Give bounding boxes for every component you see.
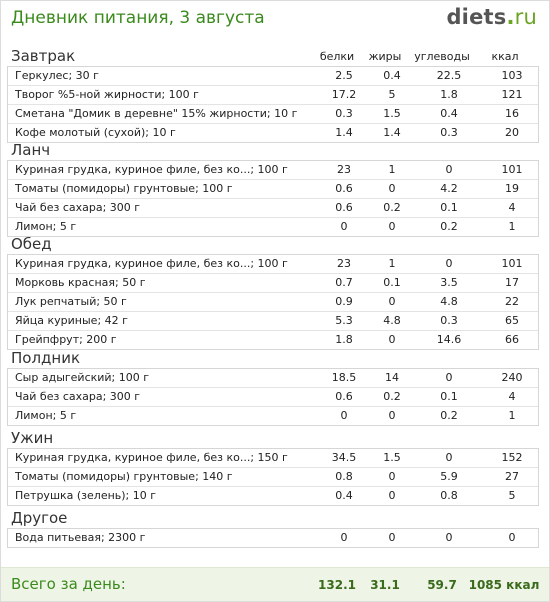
food-row[interactable] [8, 123, 538, 142]
food-name: Вода питьевая; 2300 г [15, 531, 146, 544]
food-row[interactable] [8, 369, 538, 387]
carbs-value: 22.5 [436, 69, 462, 82]
kcal-value: 27 [505, 470, 519, 483]
food-row[interactable] [8, 387, 538, 406]
food-row[interactable] [8, 529, 538, 547]
food-row[interactable] [8, 198, 538, 217]
food-row[interactable] [8, 85, 538, 104]
food-name: Сыр адыгейский; 100 г [15, 371, 150, 384]
protein-value: 34.5 [331, 451, 357, 464]
col-kcal: ккал [491, 50, 519, 63]
food-name: Томаты (помидоры) грунтовые; 100 г [15, 182, 233, 195]
carbs-value: 0 [445, 371, 453, 384]
food-row[interactable] [8, 217, 538, 236]
section-title: Другое [11, 509, 68, 527]
protein-value: 0.4 [335, 489, 353, 502]
section-title: Ужин [11, 429, 54, 447]
fat-value: 4.8 [383, 314, 401, 327]
carbs-value: 0.4 [440, 107, 458, 120]
kcal-value: 1 [508, 220, 516, 233]
protein-value: 0.3 [335, 107, 353, 120]
header [1, 1, 549, 41]
food-name: Геркулес; 30 г [15, 69, 99, 82]
fat-value: 14 [385, 371, 399, 384]
food-name: Кофе молотый (сухой); 10 г [15, 126, 176, 139]
kcal-value: 4 [508, 390, 516, 403]
col-carbs: углеводы [414, 50, 470, 63]
protein-value: 0.6 [335, 182, 353, 195]
fat-value: 0 [388, 295, 396, 308]
kcal-value: 101 [501, 163, 523, 176]
food-row[interactable] [8, 292, 538, 311]
kcal-value: 17 [505, 276, 519, 289]
food-row[interactable] [8, 449, 538, 467]
fat-value: 0.1 [383, 276, 401, 289]
protein-value: 23 [337, 163, 351, 176]
section-title: Полдник [11, 349, 81, 367]
food-row[interactable] [8, 273, 538, 292]
food-row[interactable] [8, 179, 538, 198]
logo-dot: . [506, 5, 515, 29]
total-carbs: 59.7 [427, 578, 457, 592]
fat-value: 5 [388, 88, 396, 101]
food-row[interactable] [8, 161, 538, 179]
food-name: Куриная грудка, куриное филе, без ко...; 100 г [15, 257, 288, 270]
page-title: Дневник питания, 3 августа [11, 8, 265, 28]
section-title: Завтрак [11, 47, 76, 65]
logo-main: diets [446, 5, 507, 29]
food-list [7, 160, 539, 237]
protein-value: 5.3 [335, 314, 353, 327]
fat-value: 0.2 [383, 390, 401, 403]
protein-value: 0.6 [335, 390, 353, 403]
fat-value: 1.4 [383, 126, 401, 139]
carbs-value: 4.8 [440, 295, 458, 308]
carbs-value: 0 [445, 451, 453, 464]
kcal-value: 4 [508, 201, 516, 214]
fat-value: 0 [388, 489, 396, 502]
protein-value: 23 [337, 257, 351, 270]
food-row[interactable] [8, 104, 538, 123]
protein-value: 18.5 [331, 371, 357, 384]
kcal-value: 101 [501, 257, 523, 270]
food-name: Творог %5-ной жирности; 100 г [15, 88, 199, 101]
fat-value: 0.2 [383, 201, 401, 214]
protein-value: 0 [340, 409, 348, 422]
kcal-value: 5 [508, 489, 516, 502]
protein-value: 17.2 [331, 88, 357, 101]
carbs-value: 0 [445, 163, 453, 176]
food-name: Томаты (помидоры) грунтовые; 140 г [15, 470, 233, 483]
food-row[interactable] [8, 311, 538, 330]
food-row[interactable] [8, 406, 538, 425]
total-kcal: 1085 ккал [468, 578, 540, 592]
food-row[interactable] [8, 467, 538, 486]
col-fat: жиры [368, 50, 402, 63]
kcal-value: 103 [501, 69, 523, 82]
carbs-value: 3.5 [440, 276, 458, 289]
col-protein: белки [319, 50, 355, 63]
carbs-value: 0.2 [440, 220, 458, 233]
totals-label: Всего за день: [11, 575, 126, 593]
protein-value: 0.8 [335, 470, 353, 483]
protein-value: 0.6 [335, 201, 353, 214]
total-protein: 132.1 [318, 578, 356, 592]
food-name: Морковь красная; 50 г [15, 276, 146, 289]
food-name: Куриная грудка, куриное филе, без ко...; 150 г [15, 451, 288, 464]
logo-tld: ru [514, 5, 537, 29]
protein-value: 1.8 [335, 333, 353, 346]
food-name: Куриная грудка, куриное филе, без ко...; 100 г [15, 163, 288, 176]
kcal-value: 121 [501, 88, 523, 101]
section-title: Обед [11, 235, 52, 253]
day-totals [1, 567, 549, 601]
fat-value: 1 [388, 257, 396, 270]
carbs-value: 0.1 [440, 201, 458, 214]
carbs-value: 4.2 [440, 182, 458, 195]
carbs-value: 1.8 [440, 88, 458, 101]
food-name: Сметана "Домик в деревне" 15% жирности; 10 г [15, 107, 298, 120]
fat-value: 0 [388, 470, 396, 483]
food-row[interactable] [8, 330, 538, 349]
kcal-value: 152 [501, 451, 523, 464]
fat-value: 0 [388, 409, 396, 422]
kcal-value: 16 [505, 107, 519, 120]
carbs-value: 0 [445, 531, 453, 544]
food-name: Лимон; 5 г [15, 409, 77, 422]
column-headers [1, 50, 549, 64]
protein-value: 0.9 [335, 295, 353, 308]
carbs-value: 0.1 [440, 390, 458, 403]
carbs-value: 14.6 [436, 333, 462, 346]
protein-value: 1.4 [335, 126, 353, 139]
food-list [7, 368, 539, 426]
food-name: Яйца куриные; 42 г [15, 314, 128, 327]
kcal-value: 22 [505, 295, 519, 308]
fat-value: 0 [388, 220, 396, 233]
carbs-value: 0 [445, 257, 453, 270]
carbs-value: 0.3 [440, 314, 458, 327]
fat-value: 1 [388, 163, 396, 176]
food-list [7, 448, 539, 506]
kcal-value: 65 [505, 314, 519, 327]
carbs-value: 0.8 [440, 489, 458, 502]
fat-value: 1.5 [383, 451, 401, 464]
kcal-value: 19 [505, 182, 519, 195]
fat-value: 0 [388, 333, 396, 346]
food-name: Лук репчатый; 50 г [15, 295, 127, 308]
kcal-value: 240 [501, 371, 523, 384]
fat-value: 0 [388, 182, 396, 195]
total-fat: 31.1 [370, 578, 400, 592]
food-list [7, 254, 539, 350]
fat-value: 1.5 [383, 107, 401, 120]
food-list [7, 66, 539, 143]
food-name: Чай без сахара; 300 г [15, 201, 141, 214]
food-row[interactable] [8, 486, 538, 505]
section-title: Ланч [11, 141, 51, 159]
protein-value: 2.5 [335, 69, 353, 82]
carbs-value: 0.3 [440, 126, 458, 139]
kcal-value: 1 [508, 409, 516, 422]
protein-value: 0 [340, 220, 348, 233]
site-logo[interactable] [446, 5, 537, 29]
food-name: Петрушка (зелень); 10 г [15, 489, 157, 502]
food-name: Грейпфрут; 200 г [15, 333, 117, 346]
food-row[interactable] [8, 255, 538, 273]
carbs-value: 5.9 [440, 470, 458, 483]
kcal-value: 66 [505, 333, 519, 346]
kcal-value: 0 [508, 531, 516, 544]
fat-value: 0.4 [383, 69, 401, 82]
carbs-value: 0.2 [440, 409, 458, 422]
fat-value: 0 [388, 531, 396, 544]
kcal-value: 20 [505, 126, 519, 139]
food-list [7, 528, 539, 548]
food-row[interactable] [8, 67, 538, 85]
food-name: Чай без сахара; 300 г [15, 390, 141, 403]
protein-value: 0.7 [335, 276, 353, 289]
protein-value: 0 [340, 531, 348, 544]
food-name: Лимон; 5 г [15, 220, 77, 233]
